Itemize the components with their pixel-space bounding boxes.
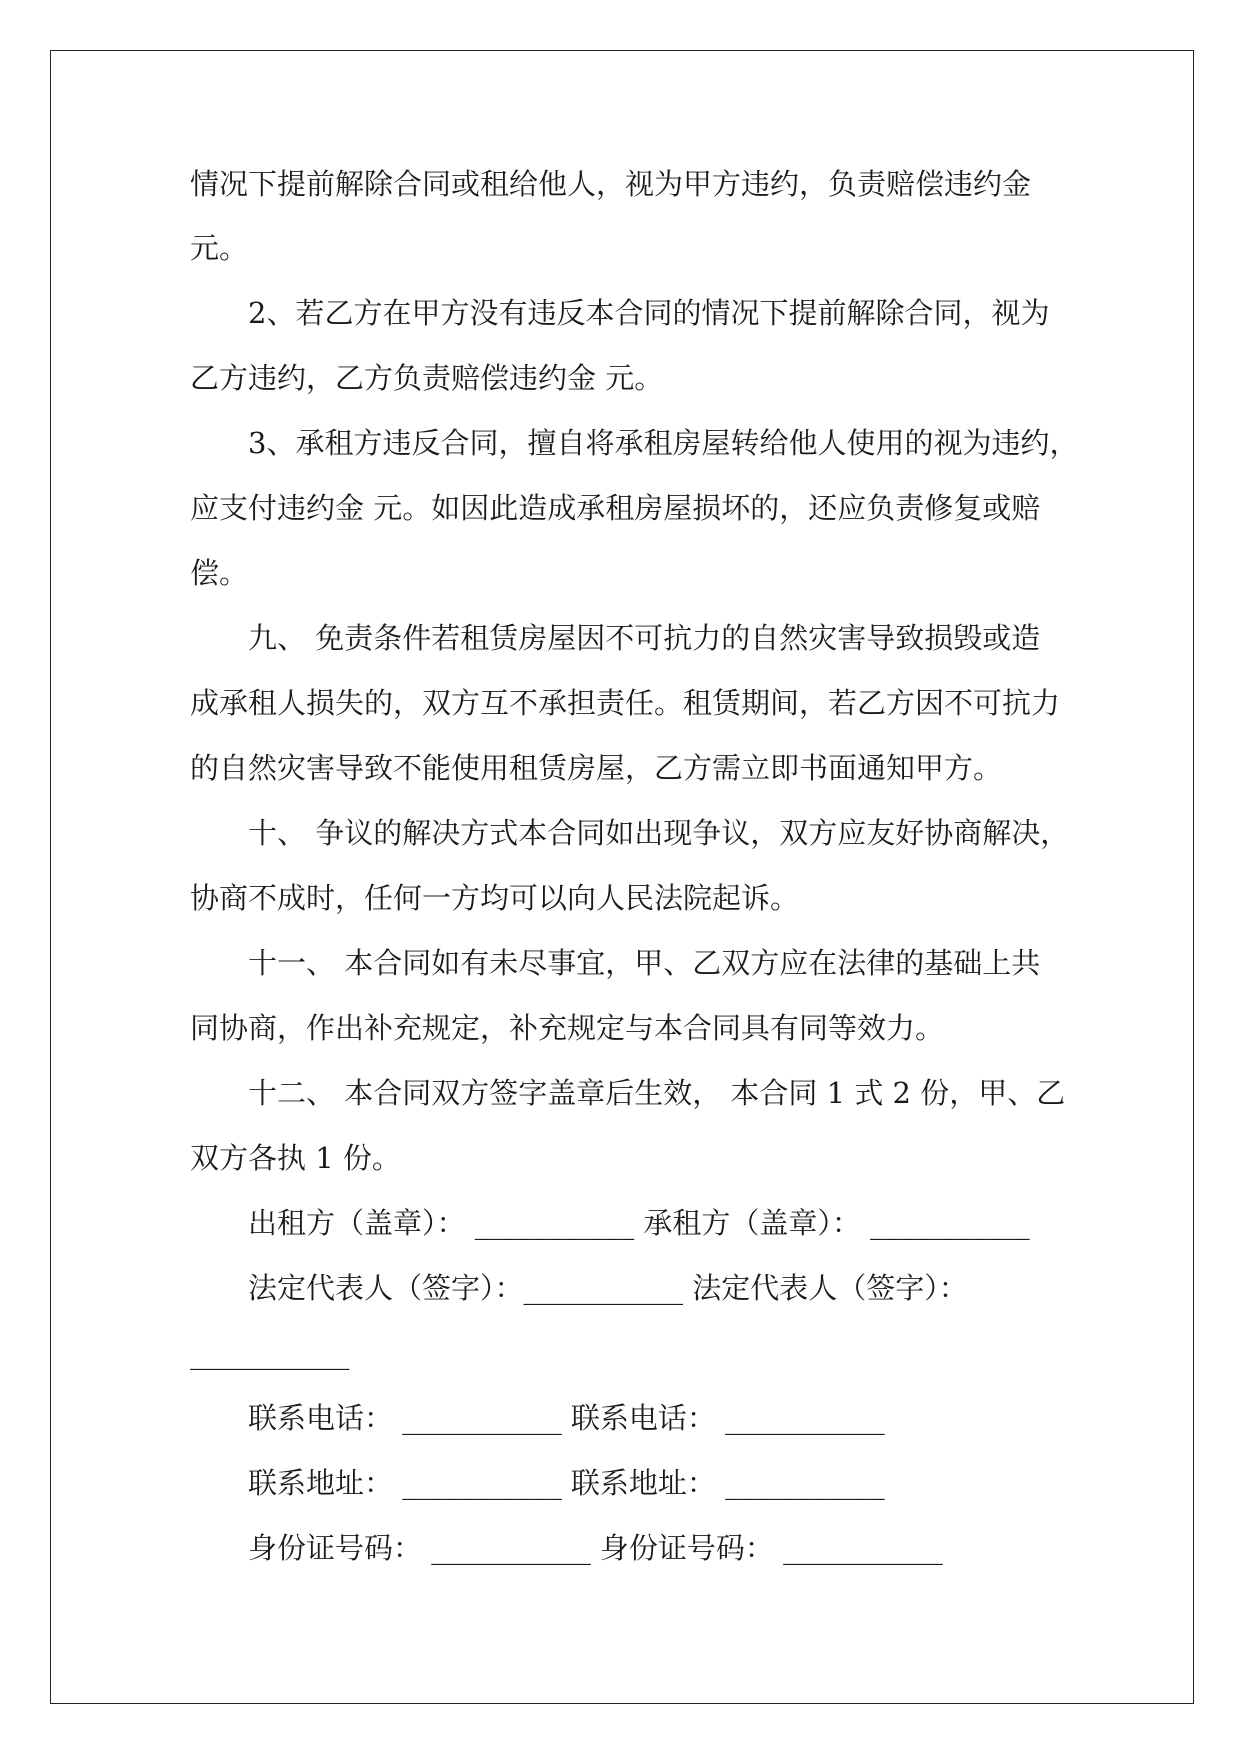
text-line: 情况下提前解除合同或租给他人，视为甲方违约，负责赔偿违约金 — [190, 167, 1032, 201]
signature-line-lessor-lessee: 出租方（盖章）： ___________ 承租方（盖章）： ___________ — [248, 1206, 1030, 1240]
text-line: 双方各执 1 份。 — [190, 1141, 401, 1175]
text-line: 应支付违约金 元。如因此造成承租房屋损坏的，还应负责修复或赔 — [190, 491, 1041, 525]
text-line: 偿。 — [190, 556, 249, 590]
text-line: 乙方违约，乙方负责赔偿违约金 元。 — [190, 361, 664, 395]
text-line: 十一、 本合同如有未尽事宜，甲、乙双方应在法律的基础上共 — [248, 946, 1041, 980]
text-line: 元。 — [190, 231, 249, 265]
contact-address-line: 联系地址： ___________ 联系地址： ___________ — [248, 1466, 885, 1500]
signature-line-legal-rep: 法定代表人（签字）：___________ 法定代表人（签字）： — [248, 1271, 968, 1305]
signature-blank: ___________ — [190, 1336, 350, 1370]
text-line: 九、 免责条件若租赁房屋因不可抗力的自然灾害导致损毁或造 — [248, 621, 1041, 655]
text-line: 十二、 本合同双方签字盖章后生效， 本合同 1 式 2 份，甲、乙 — [248, 1076, 1066, 1110]
id-number-line: 身份证号码： ___________ 身份证号码： ___________ — [248, 1531, 943, 1565]
contact-phone-line: 联系电话： ___________ 联系电话： ___________ — [248, 1401, 885, 1435]
text-line: 成承租人损失的，双方互不承担责任。租赁期间，若乙方因不可抗力 — [190, 686, 1061, 720]
text-line: 2、若乙方在甲方没有违反本合同的情况下提前解除合同，视为 — [248, 296, 1050, 330]
text-line: 十、 争议的解决方式本合同如出现争议，双方应友好协商解决， — [248, 816, 1070, 850]
text-line: 3、承租方违反合同，擅自将承租房屋转给他人使用的视为违约， — [248, 426, 1079, 460]
text-line: 协商不成时，任何一方均可以向人民法院起诉。 — [190, 881, 800, 915]
text-line: 同协商，作出补充规定，补充规定与本合同具有同等效力。 — [190, 1011, 945, 1045]
text-line: 的自然灾害导致不能使用租赁房屋，乙方需立即书面通知甲方。 — [190, 751, 1003, 785]
